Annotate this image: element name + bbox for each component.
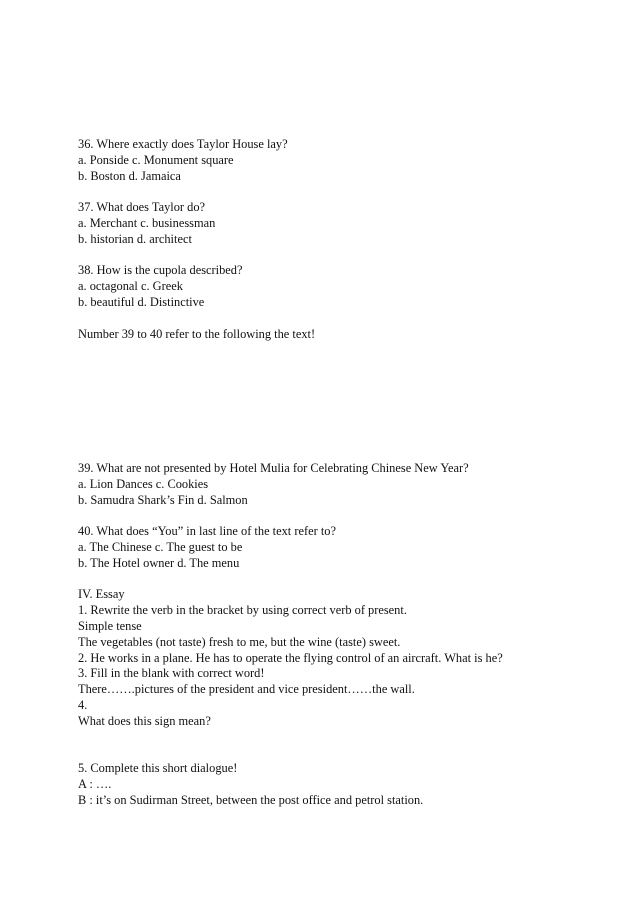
question-36-options-a-c: a. Ponside c. Monument square <box>78 152 234 167</box>
question-40: 40. What does “You” in last line of the text refer to? <box>78 524 336 539</box>
instruction-39-40: Number 39 to 40 refer to the following the text! <box>78 326 316 341</box>
spacer <box>78 508 618 524</box>
question-40-options-a-c: a. The Chinese c. The guest to be <box>78 539 243 554</box>
question-37-options-a-c: a. Merchant c. businessman <box>78 215 216 230</box>
spacer <box>78 184 618 200</box>
question-40-options-b-d: b. The Hotel owner d. The menu <box>78 555 240 570</box>
essay-item-3-prompt: 3. Fill in the blank with correct word! <box>78 666 265 681</box>
essay-item-1-prompt: 1. Rewrite the verb in the bracket by using correct verb of present. <box>78 603 407 618</box>
question-36: 36. Where exactly does Taylor House lay? <box>78 137 288 151</box>
questions-39-to-essay <box>78 461 618 809</box>
spacer <box>78 745 618 761</box>
essay-item-2: 2. He works in a plane. He has to operate the flying control of an aircraft. What is he? <box>78 650 503 665</box>
essay-item-1-subprompt: Simple tense <box>78 618 142 633</box>
question-39-options-a-c: a. Lion Dances c. Cookies <box>78 476 209 491</box>
essay-item-1-sentence: The vegetables (not taste) fresh to me, but the wine (taste) sweet. <box>78 634 401 649</box>
question-38: 38. How is the cupola described? <box>78 263 243 278</box>
spacer <box>78 730 618 746</box>
essay-item-4-prompt: What does this sign mean? <box>78 713 211 728</box>
question-37: 37. What does Taylor do? <box>78 200 206 215</box>
essay-item-5-line-b: B : it’s on Sudirman Street, between the post office and petrol station. <box>78 792 424 807</box>
question-36-options-b-d: b. Boston d. Jamaica <box>78 168 181 183</box>
question-39: 39. What are not presented by Hotel Mulia for Celebrating Chinese New Year? <box>78 461 469 475</box>
spacer <box>78 572 618 588</box>
question-39-options-b-d: b. Samudra Shark’s Fin d. Salmon <box>78 492 248 507</box>
essay-item-5-prompt: 5. Complete this short dialogue! <box>78 761 238 776</box>
essay-item-3-sentence: There…….pictures of the president and vice president……the wall. <box>78 682 415 697</box>
spacer <box>78 248 618 264</box>
essay-item-5-line-a: A : …. <box>78 776 112 791</box>
questions-36-to-38 <box>78 137 618 342</box>
spacer <box>78 311 618 327</box>
question-37-options-b-d: b. historian d. architect <box>78 231 192 246</box>
essay-heading: IV. Essay <box>78 587 125 602</box>
essay-item-4-number: 4. <box>78 697 88 712</box>
question-38-options-a-c: a. octagonal c. Greek <box>78 279 183 294</box>
question-38-options-b-d: b. beautiful d. Distinctive <box>78 294 205 309</box>
